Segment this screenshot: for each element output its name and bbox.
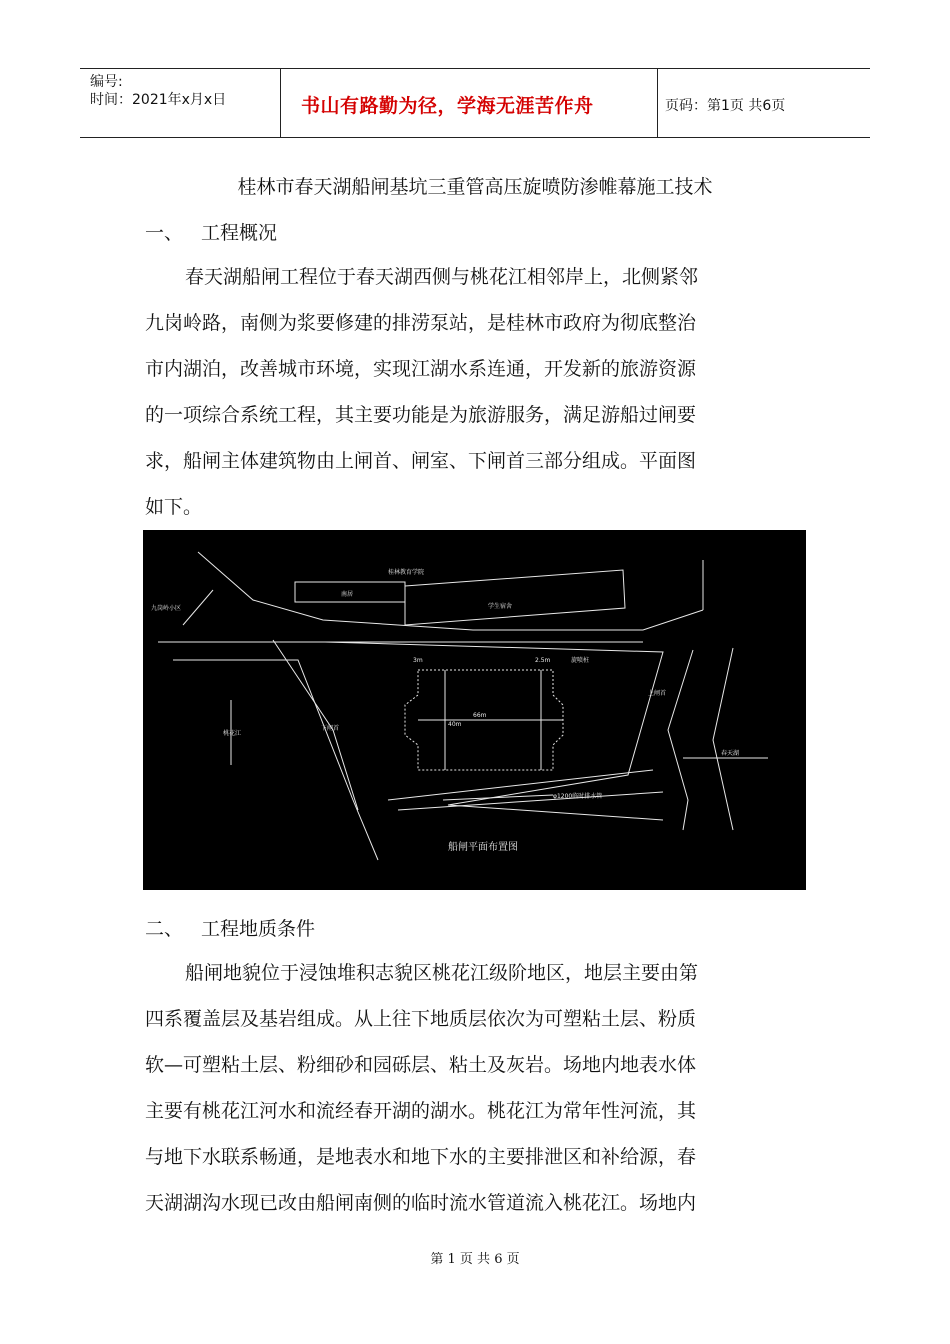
paragraph-line: 四系覆盖层及基岩组成。从上往下地质层依次为可塑粘土层、粉质 <box>145 1008 697 1030</box>
section1-paragraph <box>145 254 805 530</box>
page-info: 页码：第1页 共6页 <box>665 98 786 114</box>
river-bank <box>173 660 378 860</box>
road-line <box>183 590 213 625</box>
section-heading-1 <box>145 218 277 245</box>
fig-label-right-box: 学生宿舍 <box>488 603 513 610</box>
paragraph-line: 的一项综合系统工程，其主要功能是为旅游服务，满足游船过闸要 <box>145 404 697 426</box>
fig-label-top: 桂林教育学院 <box>388 569 425 576</box>
fig-label-upper-gate: 上闸首 <box>648 690 667 697</box>
fig-label-left-area: 九岗岭小区 <box>151 605 182 612</box>
ship-lock-plan-figure <box>143 530 806 890</box>
paragraph-line: 船闸地貌位于浸蚀堆积志貌区桃花江级阶地区，地层主要由第 <box>185 962 699 984</box>
page-footer: 第 1 页 共 6 页 <box>430 1252 520 1267</box>
pipe-line <box>443 795 553 800</box>
paragraph-line: 如下。 <box>145 496 203 518</box>
paragraph-line: 主要有桃花江河水和流经春开湖的湖水。桃花江为常年性河流，其 <box>145 1100 697 1122</box>
paragraph-line: 春天湖船闸工程位于春天湖西侧与桃花江相邻岸上，北侧紧邻 <box>185 266 699 288</box>
fig-label-left-box: 南居 <box>341 591 354 598</box>
fig-label-25m: 2.5m <box>535 657 551 664</box>
road-line <box>198 552 703 630</box>
header-table <box>80 68 870 138</box>
paragraph-line: 与地下水联系畅通，是地表水和地下水的主要排泄区和补给源，春 <box>145 1146 697 1168</box>
site-boundary <box>325 642 663 820</box>
fig-label-width: 40m <box>448 721 462 728</box>
number-label: 编号: <box>90 74 123 90</box>
time-label: 时间：2021年x月x日 <box>90 92 227 108</box>
section-number: 二、 <box>145 918 184 940</box>
motto-text: 书山有路勤为径，学海无涯苦作舟 <box>301 95 594 117</box>
fig-label-3m: 3m <box>413 657 423 664</box>
header-motto-cell <box>280 69 658 137</box>
river-bank <box>668 650 693 830</box>
river-bank <box>713 648 733 830</box>
figure-caption: 船闸平面布置图 <box>448 842 518 853</box>
river-bank <box>273 640 358 810</box>
fig-label-lower-gate: 下闸首 <box>321 725 340 732</box>
paragraph-line: 九岗岭路，南侧为浆要修建的排涝泵站，是桂林市政府为彻底整治 <box>145 312 697 334</box>
section-heading-2 <box>145 914 315 941</box>
section-title: 工程概况 <box>201 222 278 244</box>
paragraph-line: 求，船闸主体建筑物由上闸首、闸室、下闸首三部分组成。平面图 <box>145 450 697 472</box>
section2-paragraph <box>145 950 805 1226</box>
header-page-cell <box>657 69 870 137</box>
document-title: 桂林市春天湖船闸基坑三重管高压旋喷防渗帷幕施工技术 <box>237 176 713 198</box>
plan-drawing <box>143 530 806 890</box>
paragraph-line: 软—可塑粘土层、粉细砂和园砾层、粘土及灰岩。场地内地表水体 <box>145 1054 697 1076</box>
fig-label-river: 桃花江 <box>223 730 242 737</box>
fig-label-stairs: 旋喷桩 <box>571 657 590 664</box>
section-title: 工程地质条件 <box>201 918 316 940</box>
building-outline <box>405 570 625 625</box>
paragraph-line: 市内湖泊，改善城市环境，实现江湖水系连通，开发新的旅游资源 <box>145 358 697 380</box>
fig-label-lake: 春天湖 <box>721 750 740 757</box>
header-meta-cell <box>80 69 280 137</box>
fig-label-pipe: φ1200临时排水管 <box>553 793 603 800</box>
section-number: 一、 <box>145 222 184 244</box>
fig-label-length: 66m <box>473 712 487 719</box>
paragraph-line: 天湖湖沟水现已改由船闸南侧的临时流水管道流入桃花江。场地内 <box>145 1192 697 1214</box>
